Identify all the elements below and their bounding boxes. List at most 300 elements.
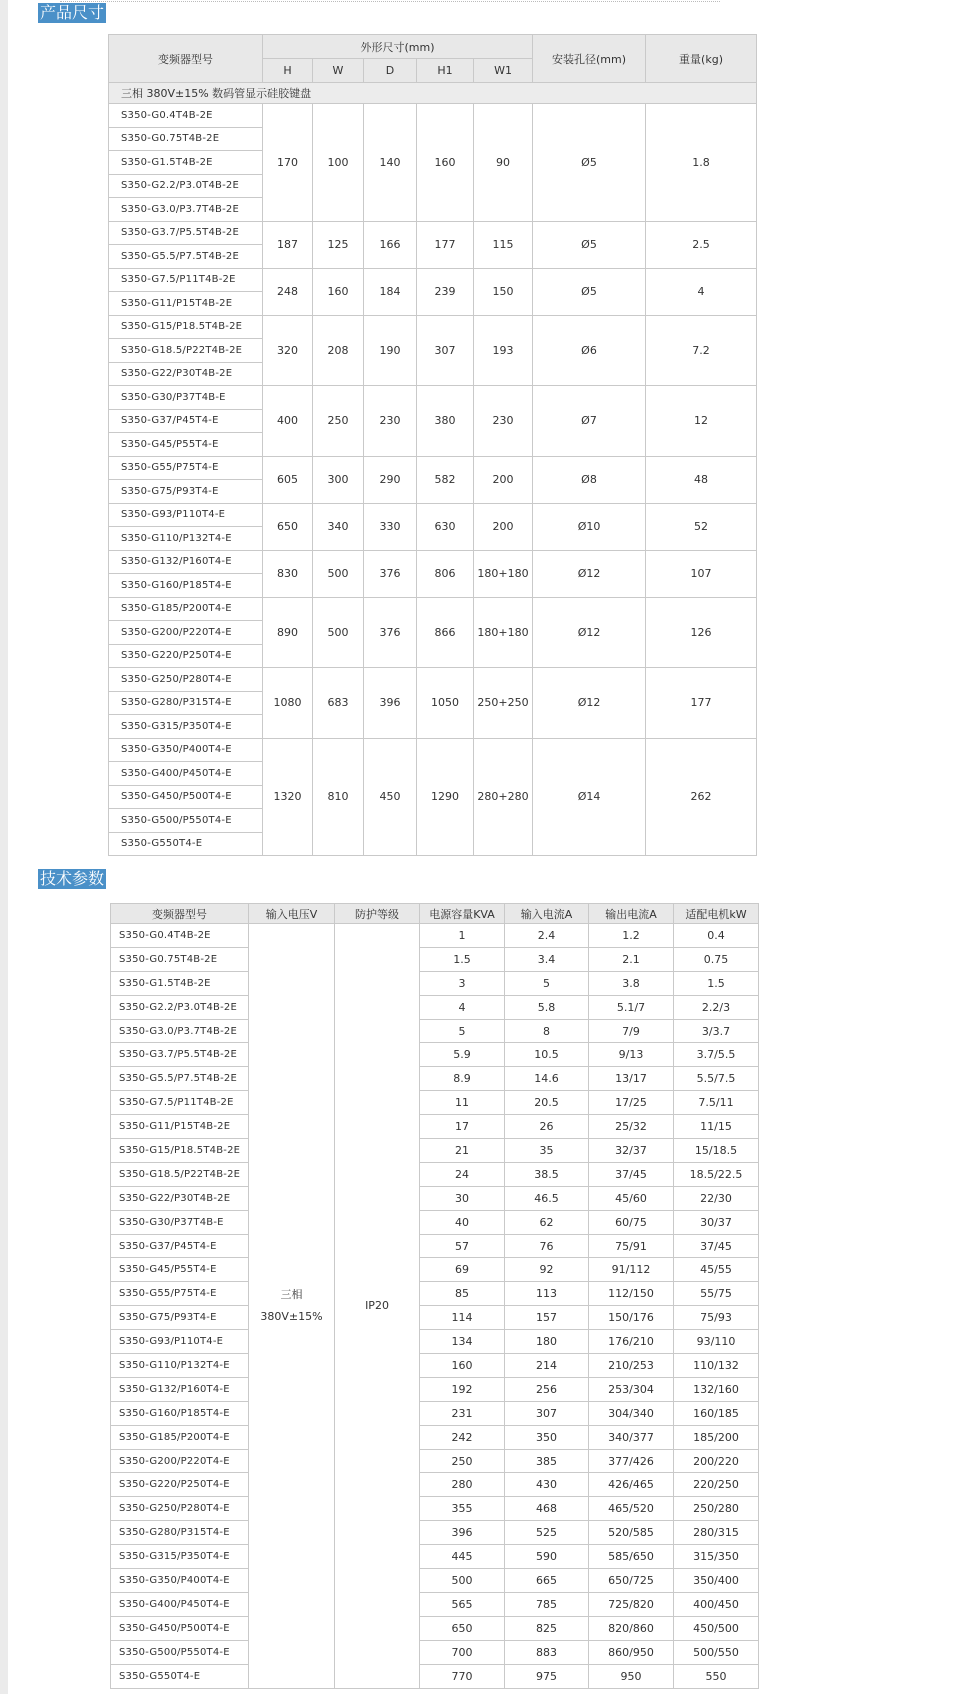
table-row	[109, 268, 757, 292]
tech-params-table	[110, 903, 759, 1689]
capacity-cell: 231	[420, 1401, 505, 1425]
motor-power-cell: 500/550	[674, 1640, 759, 1664]
header-protection: 防护等级	[335, 904, 420, 924]
dim-w-cell: 810	[313, 738, 364, 856]
motor-power-cell: 22/30	[674, 1186, 759, 1210]
dim-h-cell: 1080	[263, 668, 313, 739]
header-capacity: 电源容量KVA	[420, 904, 505, 924]
table-row	[109, 456, 757, 480]
section-title-tech-params: 技术参数	[40, 869, 105, 888]
output-current-cell: 13/17	[589, 1067, 674, 1091]
dim-h1-cell: 582	[417, 456, 474, 503]
hole-cell: Ø10	[533, 503, 646, 550]
section-title-product-size: 产品尺寸	[40, 3, 105, 22]
dim-w-cell: 340	[313, 503, 364, 550]
dim-d-cell: 450	[364, 738, 417, 856]
input-current-cell: 2.4	[505, 924, 589, 948]
capacity-cell: 85	[420, 1282, 505, 1306]
model-cell: S350-G315/P350T4-E	[111, 1545, 249, 1569]
dim-d-cell: 184	[364, 268, 417, 315]
page-left-margin	[0, 0, 8, 1694]
weight-cell: 262	[646, 738, 757, 856]
table-row	[109, 597, 757, 621]
product-size-table	[108, 34, 757, 856]
dim-d-cell: 330	[364, 503, 417, 550]
dim-h-cell: 170	[263, 104, 313, 222]
input-current-cell: 10.5	[505, 1043, 589, 1067]
dim-d-cell: 190	[364, 315, 417, 386]
dim-h-cell: 400	[263, 386, 313, 457]
motor-power-cell: 160/185	[674, 1401, 759, 1425]
model-cell: S350-G250/P280T4-E	[111, 1497, 249, 1521]
output-current-cell: 377/426	[589, 1449, 674, 1473]
capacity-cell: 396	[420, 1521, 505, 1545]
table-row	[111, 1234, 759, 1258]
dim-w-cell: 500	[313, 597, 364, 668]
table-row	[111, 1545, 759, 1569]
input-current-cell: 385	[505, 1449, 589, 1473]
dim-w-cell: 125	[313, 221, 364, 268]
input-current-cell: 665	[505, 1569, 589, 1593]
model-cell: S350-G93/P110T4-E	[109, 503, 263, 527]
model-cell: S350-G450/P500T4-E	[109, 785, 263, 809]
output-current-cell: 950	[589, 1664, 674, 1688]
input-current-cell: 76	[505, 1234, 589, 1258]
weight-cell: 126	[646, 597, 757, 668]
table-row	[111, 1162, 759, 1186]
dim-d-cell: 230	[364, 386, 417, 457]
dim-w-cell: 683	[313, 668, 364, 739]
cut-off-text-line	[60, 0, 720, 2]
motor-power-cell: 132/160	[674, 1377, 759, 1401]
keypad-note: 三相 380V±15% 数码管显示硅胶键盘	[109, 83, 757, 104]
motor-power-cell: 5.5/7.5	[674, 1067, 759, 1091]
dim-h-cell: 890	[263, 597, 313, 668]
table-row	[111, 1258, 759, 1282]
model-cell: S350-G280/P315T4-E	[111, 1521, 249, 1545]
output-current-cell: 426/465	[589, 1473, 674, 1497]
output-current-cell: 253/304	[589, 1377, 674, 1401]
motor-power-cell: 7.5/11	[674, 1091, 759, 1115]
weight-cell: 4	[646, 268, 757, 315]
table-row	[111, 1091, 759, 1115]
table-row	[111, 1664, 759, 1688]
table-row	[111, 1616, 759, 1640]
dim-d-cell: 140	[364, 104, 417, 222]
capacity-cell: 17	[420, 1115, 505, 1139]
input-current-cell: 468	[505, 1497, 589, 1521]
model-cell: S350-G280/P315T4-E	[109, 691, 263, 715]
dim-w1-cell: 150	[474, 268, 533, 315]
input-current-cell: 3.4	[505, 947, 589, 971]
output-current-cell: 2.1	[589, 947, 674, 971]
model-cell: S350-G0.75T4B-2E	[111, 947, 249, 971]
header-h1: H1	[417, 59, 474, 83]
input-current-cell: 590	[505, 1545, 589, 1569]
header-input-voltage: 输入电压V	[249, 904, 335, 924]
voltage-value: 380V±15%	[260, 1309, 323, 1323]
model-cell: S350-G550T4-E	[111, 1664, 249, 1688]
model-cell: S350-G500/P550T4-E	[109, 809, 263, 833]
table-row	[111, 971, 759, 995]
motor-power-cell: 315/350	[674, 1545, 759, 1569]
table-row	[109, 668, 757, 692]
table-row	[111, 1449, 759, 1473]
model-cell: S350-G75/P93T4-E	[109, 480, 263, 504]
motor-power-cell: 400/450	[674, 1592, 759, 1616]
weight-cell: 52	[646, 503, 757, 550]
model-cell: S350-G45/P55T4-E	[109, 433, 263, 457]
motor-power-cell: 75/93	[674, 1306, 759, 1330]
header-d: D	[364, 59, 417, 83]
model-cell: S350-G0.75T4B-2E	[109, 127, 263, 151]
capacity-cell: 770	[420, 1664, 505, 1688]
model-cell: S350-G1.5T4B-2E	[109, 151, 263, 175]
output-current-cell: 75/91	[589, 1234, 674, 1258]
capacity-cell: 700	[420, 1640, 505, 1664]
capacity-cell: 565	[420, 1592, 505, 1616]
model-cell: S350-G75/P93T4-E	[111, 1306, 249, 1330]
dim-h1-cell: 866	[417, 597, 474, 668]
table-row	[111, 947, 759, 971]
output-current-cell: 176/210	[589, 1330, 674, 1354]
output-current-cell: 725/820	[589, 1592, 674, 1616]
motor-power-cell: 45/55	[674, 1258, 759, 1282]
model-cell: S350-G11/P15T4B-2E	[111, 1115, 249, 1139]
hole-cell: Ø12	[533, 668, 646, 739]
weight-cell: 12	[646, 386, 757, 457]
model-cell: S350-G1.5T4B-2E	[111, 971, 249, 995]
header-w1: W1	[474, 59, 533, 83]
dim-w1-cell: 200	[474, 503, 533, 550]
model-cell: S350-G350/P400T4-E	[111, 1569, 249, 1593]
output-current-cell: 5.1/7	[589, 995, 674, 1019]
weight-cell: 107	[646, 550, 757, 597]
input-current-cell: 5	[505, 971, 589, 995]
model-cell: S350-G5.5/P7.5T4B-2E	[111, 1067, 249, 1091]
output-current-cell: 465/520	[589, 1497, 674, 1521]
table-row	[111, 1354, 759, 1378]
hole-cell: Ø7	[533, 386, 646, 457]
capacity-cell: 5	[420, 1019, 505, 1043]
motor-power-cell: 30/37	[674, 1210, 759, 1234]
table-row	[111, 1401, 759, 1425]
motor-power-cell: 2.2/3	[674, 995, 759, 1019]
model-cell: S350-G7.5/P11T4B-2E	[111, 1091, 249, 1115]
dim-h-cell: 650	[263, 503, 313, 550]
voltage-phase: 三相	[280, 1287, 303, 1301]
header-output-current: 输出电流A	[589, 904, 674, 924]
dim-h1-cell: 239	[417, 268, 474, 315]
output-current-cell: 650/725	[589, 1569, 674, 1593]
input-current-cell: 975	[505, 1664, 589, 1688]
dim-h1-cell: 806	[417, 550, 474, 597]
model-cell: S350-G200/P220T4-E	[111, 1449, 249, 1473]
dim-w-cell: 250	[313, 386, 364, 457]
model-cell: S350-G132/P160T4-E	[111, 1377, 249, 1401]
dim-h1-cell: 1050	[417, 668, 474, 739]
model-cell: S350-G200/P220T4-E	[109, 621, 263, 645]
input-current-cell: 350	[505, 1425, 589, 1449]
table-row	[111, 1043, 759, 1067]
table-row	[111, 1186, 759, 1210]
table-row	[111, 924, 759, 948]
capacity-cell: 57	[420, 1234, 505, 1258]
output-current-cell: 17/25	[589, 1091, 674, 1115]
weight-cell: 48	[646, 456, 757, 503]
dim-h1-cell: 630	[417, 503, 474, 550]
table-row	[111, 1282, 759, 1306]
motor-power-cell: 0.75	[674, 947, 759, 971]
output-current-cell: 150/176	[589, 1306, 674, 1330]
motor-power-cell: 1.5	[674, 971, 759, 995]
dim-d-cell: 396	[364, 668, 417, 739]
capacity-cell: 192	[420, 1377, 505, 1401]
output-current-cell: 520/585	[589, 1521, 674, 1545]
table-row	[109, 386, 757, 410]
motor-power-cell: 3/3.7	[674, 1019, 759, 1043]
output-current-cell: 304/340	[589, 1401, 674, 1425]
output-current-cell: 3.8	[589, 971, 674, 995]
capacity-cell: 280	[420, 1473, 505, 1497]
table-row	[111, 1330, 759, 1354]
table-row	[111, 1425, 759, 1449]
model-cell: S350-G55/P75T4-E	[109, 456, 263, 480]
input-current-cell: 785	[505, 1592, 589, 1616]
dim-w1-cell: 250+250	[474, 668, 533, 739]
motor-power-cell: 37/45	[674, 1234, 759, 1258]
capacity-cell: 500	[420, 1569, 505, 1593]
model-cell: S350-G350/P400T4-E	[109, 738, 263, 762]
output-current-cell: 860/950	[589, 1640, 674, 1664]
header-weight: 重量(kg)	[646, 35, 757, 83]
table-row	[109, 550, 757, 574]
input-current-cell: 883	[505, 1640, 589, 1664]
model-cell: S350-G22/P30T4B-2E	[109, 362, 263, 386]
hole-cell: Ø5	[533, 221, 646, 268]
motor-power-cell: 550	[674, 1664, 759, 1688]
dim-w1-cell: 115	[474, 221, 533, 268]
model-cell: S350-G18.5/P22T4B-2E	[111, 1162, 249, 1186]
motor-power-cell: 250/280	[674, 1497, 759, 1521]
model-cell: S350-G30/P37T4B-E	[111, 1210, 249, 1234]
capacity-cell: 355	[420, 1497, 505, 1521]
table-row	[111, 1377, 759, 1401]
model-cell: S350-G2.2/P3.0T4B-2E	[109, 174, 263, 198]
output-current-cell: 25/32	[589, 1115, 674, 1139]
model-cell: S350-G250/P280T4-E	[109, 668, 263, 692]
weight-cell: 2.5	[646, 221, 757, 268]
model-cell: S350-G7.5/P11T4B-2E	[109, 268, 263, 292]
dim-h1-cell: 177	[417, 221, 474, 268]
capacity-cell: 250	[420, 1449, 505, 1473]
model-cell: S350-G3.0/P3.7T4B-2E	[109, 198, 263, 222]
table-row	[111, 1569, 759, 1593]
table-row	[109, 738, 757, 762]
output-current-cell: 112/150	[589, 1282, 674, 1306]
model-cell: S350-G450/P500T4-E	[111, 1616, 249, 1640]
dim-h-cell: 830	[263, 550, 313, 597]
model-cell: S350-G0.4T4B-2E	[109, 104, 263, 128]
table-row	[109, 221, 757, 245]
dim-w-cell: 500	[313, 550, 364, 597]
model-cell: S350-G3.7/P5.5T4B-2E	[111, 1043, 249, 1067]
capacity-cell: 650	[420, 1616, 505, 1640]
capacity-cell: 4	[420, 995, 505, 1019]
model-cell: S350-G110/P132T4-E	[111, 1354, 249, 1378]
table-row	[109, 315, 757, 339]
model-cell: S350-G2.2/P3.0T4B-2E	[111, 995, 249, 1019]
dim-d-cell: 290	[364, 456, 417, 503]
model-cell: S350-G315/P350T4-E	[109, 715, 263, 739]
output-current-cell: 60/75	[589, 1210, 674, 1234]
capacity-cell: 21	[420, 1139, 505, 1163]
capacity-cell: 3	[420, 971, 505, 995]
capacity-cell: 445	[420, 1545, 505, 1569]
input-current-cell: 20.5	[505, 1091, 589, 1115]
table-row	[111, 995, 759, 1019]
model-cell: S350-G185/P200T4-E	[111, 1425, 249, 1449]
input-current-cell: 14.6	[505, 1067, 589, 1091]
hole-cell: Ø8	[533, 456, 646, 503]
output-current-cell: 585/650	[589, 1545, 674, 1569]
capacity-cell: 114	[420, 1306, 505, 1330]
dim-d-cell: 376	[364, 597, 417, 668]
input-current-cell: 5.8	[505, 995, 589, 1019]
output-current-cell: 210/253	[589, 1354, 674, 1378]
motor-power-cell: 93/110	[674, 1330, 759, 1354]
input-current-cell: 62	[505, 1210, 589, 1234]
table-row	[111, 1592, 759, 1616]
input-current-cell: 180	[505, 1330, 589, 1354]
model-cell: S350-G37/P45T4-E	[109, 409, 263, 433]
table-row	[111, 1067, 759, 1091]
model-cell: S350-G22/P30T4B-2E	[111, 1186, 249, 1210]
motor-power-cell: 18.5/22.5	[674, 1162, 759, 1186]
input-current-cell: 113	[505, 1282, 589, 1306]
dim-w-cell: 100	[313, 104, 364, 222]
model-cell: S350-G3.7/P5.5T4B-2E	[109, 221, 263, 245]
dim-h-cell: 1320	[263, 738, 313, 856]
model-cell: S350-G500/P550T4-E	[111, 1640, 249, 1664]
model-cell: S350-G400/P450T4-E	[111, 1592, 249, 1616]
model-cell: S350-G400/P450T4-E	[109, 762, 263, 786]
dim-h-cell: 187	[263, 221, 313, 268]
motor-power-cell: 350/400	[674, 1569, 759, 1593]
output-current-cell: 820/860	[589, 1616, 674, 1640]
dim-h-cell: 320	[263, 315, 313, 386]
input-current-cell: 26	[505, 1115, 589, 1139]
capacity-cell: 8.9	[420, 1067, 505, 1091]
dim-w-cell: 300	[313, 456, 364, 503]
dim-w1-cell: 230	[474, 386, 533, 457]
model-cell: S350-G110/P132T4-E	[109, 527, 263, 551]
dim-w1-cell: 193	[474, 315, 533, 386]
model-cell: S350-G132/P160T4-E	[109, 550, 263, 574]
hole-cell: Ø5	[533, 104, 646, 222]
header-input-current: 输入电流A	[505, 904, 589, 924]
model-cell: S350-G0.4T4B-2E	[111, 924, 249, 948]
dim-h-cell: 605	[263, 456, 313, 503]
motor-power-cell: 11/15	[674, 1115, 759, 1139]
dim-w-cell: 160	[313, 268, 364, 315]
capacity-cell: 1.5	[420, 947, 505, 971]
table-row	[111, 1497, 759, 1521]
weight-cell: 1.8	[646, 104, 757, 222]
header-w: W	[313, 59, 364, 83]
model-cell: S350-G37/P45T4-E	[111, 1234, 249, 1258]
output-current-cell: 32/37	[589, 1139, 674, 1163]
model-cell: S350-G30/P37T4B-E	[109, 386, 263, 410]
dim-w1-cell: 280+280	[474, 738, 533, 856]
motor-power-cell: 0.4	[674, 924, 759, 948]
output-current-cell: 7/9	[589, 1019, 674, 1043]
model-cell: S350-G160/P185T4-E	[111, 1401, 249, 1425]
input-current-cell: 430	[505, 1473, 589, 1497]
dim-w-cell: 208	[313, 315, 364, 386]
input-current-cell: 157	[505, 1306, 589, 1330]
motor-power-cell: 15/18.5	[674, 1139, 759, 1163]
motor-power-cell: 110/132	[674, 1354, 759, 1378]
header-dimensions: 外形尺寸(mm)	[263, 35, 533, 59]
output-current-cell: 37/45	[589, 1162, 674, 1186]
dim-h-cell: 248	[263, 268, 313, 315]
table-row	[111, 1473, 759, 1497]
motor-power-cell: 185/200	[674, 1425, 759, 1449]
dim-w1-cell: 90	[474, 104, 533, 222]
output-current-cell: 45/60	[589, 1186, 674, 1210]
table-row	[111, 1210, 759, 1234]
capacity-cell: 30	[420, 1186, 505, 1210]
input-current-cell: 46.5	[505, 1186, 589, 1210]
motor-power-cell: 450/500	[674, 1616, 759, 1640]
header-motor-power: 适配电机kW	[674, 904, 759, 924]
header-model: 变频器型号	[111, 904, 249, 924]
header-h: H	[263, 59, 313, 83]
input-current-cell: 825	[505, 1616, 589, 1640]
output-current-cell: 91/112	[589, 1258, 674, 1282]
input-current-cell: 8	[505, 1019, 589, 1043]
table-row	[111, 1640, 759, 1664]
model-cell: S350-G185/P200T4-E	[109, 597, 263, 621]
input-current-cell: 214	[505, 1354, 589, 1378]
model-cell: S350-G550T4-E	[109, 832, 263, 856]
dim-w1-cell: 180+180	[474, 597, 533, 668]
table-row	[111, 1521, 759, 1545]
capacity-cell: 24	[420, 1162, 505, 1186]
capacity-cell: 40	[420, 1210, 505, 1234]
output-current-cell: 1.2	[589, 924, 674, 948]
motor-power-cell: 200/220	[674, 1449, 759, 1473]
input-current-cell: 256	[505, 1377, 589, 1401]
table-row	[109, 104, 757, 128]
dim-w1-cell: 180+180	[474, 550, 533, 597]
capacity-cell: 160	[420, 1354, 505, 1378]
dim-h1-cell: 160	[417, 104, 474, 222]
input-current-cell: 307	[505, 1401, 589, 1425]
table-row	[111, 1019, 759, 1043]
hole-cell: Ø6	[533, 315, 646, 386]
table-row	[111, 1139, 759, 1163]
hole-cell: Ø5	[533, 268, 646, 315]
dim-h1-cell: 1290	[417, 738, 474, 856]
weight-cell: 177	[646, 668, 757, 739]
capacity-cell: 69	[420, 1258, 505, 1282]
model-cell: S350-G15/P18.5T4B-2E	[111, 1139, 249, 1163]
motor-power-cell: 220/250	[674, 1473, 759, 1497]
header-model: 变频器型号	[109, 35, 263, 83]
output-current-cell: 9/13	[589, 1043, 674, 1067]
